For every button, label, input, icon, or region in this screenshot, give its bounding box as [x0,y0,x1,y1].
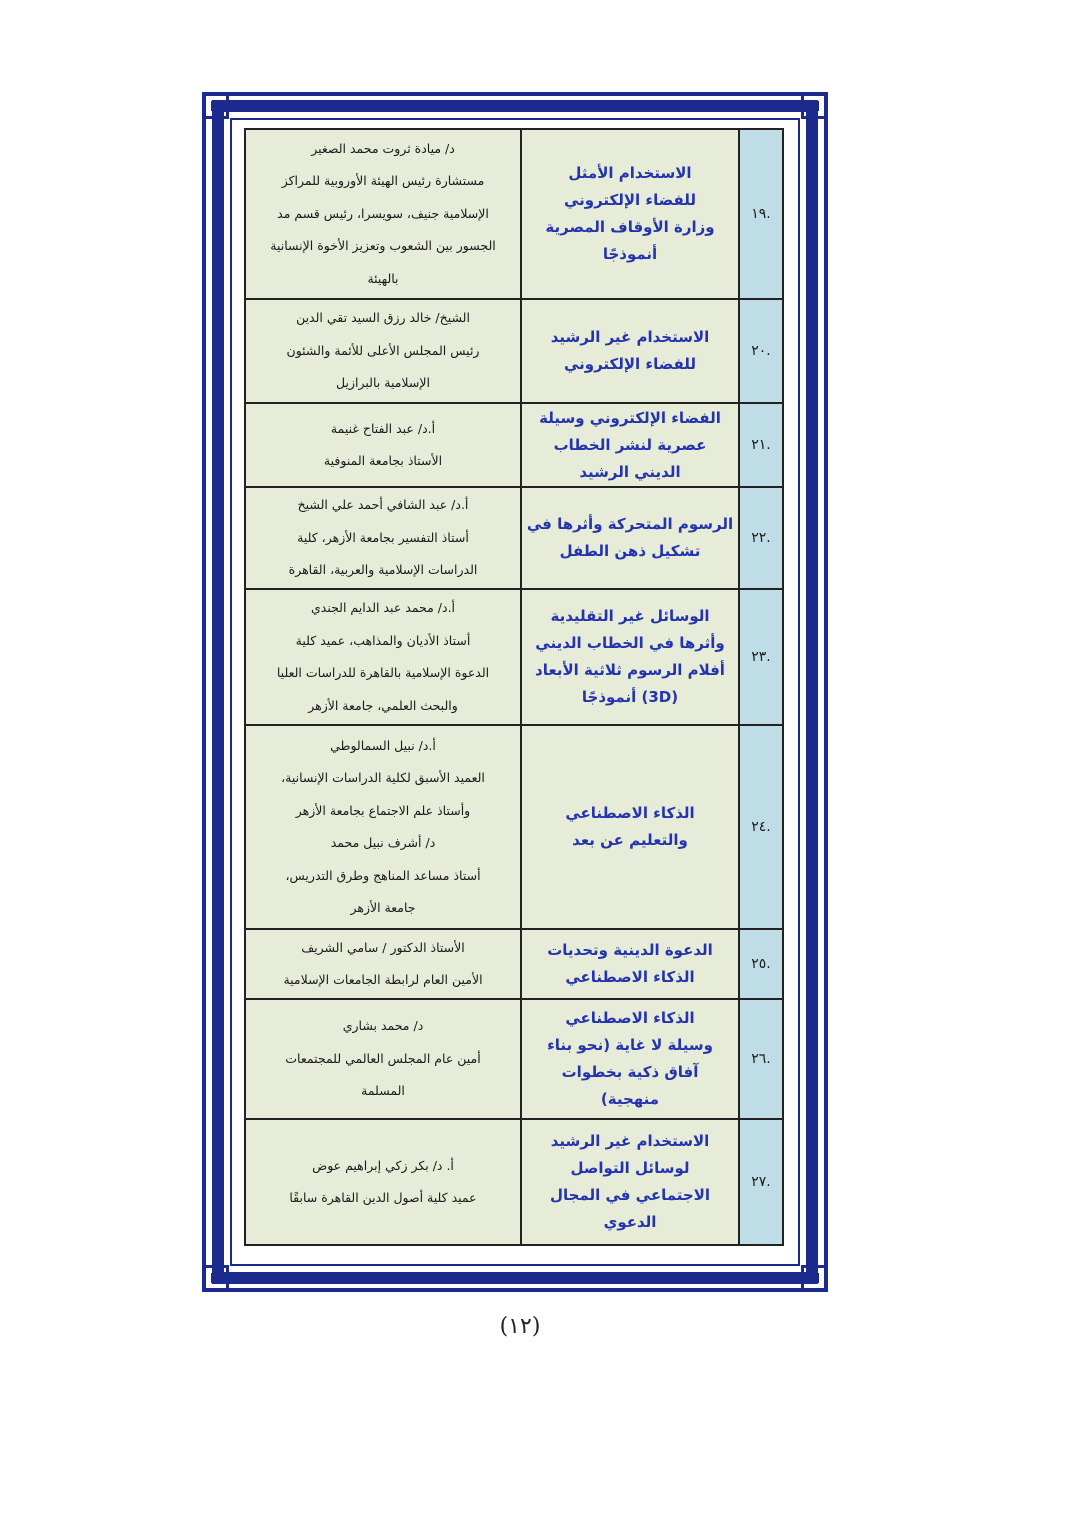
session-title-line: الرسوم المتحركة وأثرها في [526,515,734,533]
speaker-info-line: الجسور بين الشعوب وتعزيز الأخوة الإنسانية [270,238,496,254]
speaker-info-line: أستاذ الأديان والمذاهب، عميد كلية [295,632,471,648]
speaker-info-line: الأستاذ بجامعة المنوفية [323,453,443,468]
speaker-info-line: د/ أشرف نبيل محمد [330,835,436,850]
sessions-table [244,128,784,1246]
speaker-info-line: الإسلامية بالبرازيل [336,375,430,391]
corner-ornament-bottom-left [203,1265,229,1291]
speaker-info-line: الدعوة الإسلامية بالقاهرة للدراسات العليا [276,665,490,680]
speaker-info [245,1119,521,1245]
session-title-line: منهجية) [600,1090,660,1108]
session-title-line: (3D) أنموذجًا [581,688,679,706]
table-row [245,487,783,589]
table-row [245,1119,783,1245]
session-title-line: الدعوة الدينية وتحديات [547,941,713,959]
session-title-line: لوسائل التواصل [570,1159,690,1177]
corner-ornament-top-left [203,93,229,119]
session-title [521,999,739,1119]
session-title-line: الفضاء الإلكتروني وسيلة [539,408,721,427]
session-title-line: أنموذجًا [602,245,658,263]
session-title-line: الوسائل غير التقليدية [550,607,710,625]
speaker-info [245,725,521,929]
row-number: .٢٣ [739,589,783,725]
speaker-info-line: أ.د/ محمد عبد الدايم الجندي [310,600,456,615]
speaker-info-line: أستاذ مساعد المناهج وطرق التدريس، [285,867,481,883]
corner-ornament-bottom-right [801,1265,827,1291]
speaker-info-line: الإسلامية جنيف، سويسرا، رئيس قسم مد [277,205,489,221]
speaker-info-line: أ.د/ نبيل السمالوطي [330,737,436,753]
session-title-line: والتعليم عن بعد [572,831,688,849]
session-title-line: الدعوي [603,1213,657,1231]
row-number: .١٩ [739,129,783,299]
table-row [245,929,783,999]
session-title-line: الذكاء الاصطناعي [565,1009,695,1027]
session-title [521,1119,739,1245]
page-number: (١٢) [499,1314,541,1339]
speaker-info-line: العميد الأسبق لكلية الدراسات الإنسانية، [281,770,485,785]
speaker-info [245,299,521,403]
session-title-line: الاستخدام غير الرشيد [550,328,710,346]
speaker-info-line: أ.د/ عبد الشافي أحمد علي الشيخ [297,497,469,513]
speaker-info-line: جامعة الأزهر [350,900,416,915]
speaker-info-line: أ. د/ بكر زكي إبراهيم عوض [312,1157,454,1173]
speaker-info [245,929,521,999]
row-number: .٢٤ [739,725,783,929]
session-title-line: عصرية لنشر الخطاب [553,435,707,454]
session-title-line: للفضاء الإلكتروني [563,191,697,209]
speaker-info-line: أستاذ التفسير بجامعة الأزهر، كلية [297,529,469,545]
session-title-line: الذكاء الاصطناعي [565,804,695,822]
session-title-line: للفضاء الإلكتروني [563,355,697,373]
session-title-line: الذكاء الاصطناعي [565,968,695,986]
row-number: .٢٢ [739,487,783,589]
session-title-line: الاستخدام الأمثل [568,164,692,182]
speaker-info-line: والبحث العلمي، جامعة الأزهر [308,697,458,713]
session-title [521,403,739,487]
corner-ornament-top-right [801,93,827,119]
session-title [521,487,739,589]
session-title-line: وزارة الأوقاف المصرية [545,218,715,236]
session-title-line: تشكيل ذهن الطفل [559,542,701,560]
session-title [521,929,739,999]
speaker-info [245,999,521,1119]
table-row [245,129,783,299]
row-number: .٢١ [739,403,783,487]
speaker-info-line: د/ ميادة ثروت محمد الصغير [311,140,455,156]
speaker-info-line: الدراسات الإسلامية والعربية، القاهرة [288,562,478,578]
speaker-info-line: وأستاذ علم الاجتماع بجامعة الأزهر [295,802,471,818]
session-title-line: الديني الرشيد [579,462,681,481]
speaker-info-line: عميد كلية أصول الدين القاهرة سابقًا [289,1190,477,1205]
session-title [521,299,739,403]
session-title-line: الاستخدام غير الرشيد [550,1132,710,1150]
row-number: .٢٧ [739,1119,783,1245]
table-row [245,403,783,487]
row-number: .٢٥ [739,929,783,999]
speaker-info-line: مستشارة رئيس الهيئة الأوروبية للمراكز [281,173,485,189]
table-row [245,299,783,403]
speaker-info [245,403,521,487]
speaker-info-line: د/ محمد بشاري [342,1018,424,1034]
speaker-info-line: المسلمة [361,1083,405,1099]
table-row [245,589,783,725]
speaker-info-line: أ.د/ عبد الفتاح غنيمة [330,420,436,436]
row-number: .٢٦ [739,999,783,1119]
speaker-info-line: الشيخ/ خالد رزق السيد تقي الدين [296,310,470,326]
session-title [521,129,739,299]
speaker-info-line: أمين عام المجلس العالمي للمجتمعات [285,1050,481,1066]
session-title [521,725,739,929]
speaker-info [245,129,521,299]
row-number: .٢٠ [739,299,783,403]
session-title-line: الاجتماعي في المجال [549,1186,711,1204]
session-title-line: أفلام الرسوم ثلاثية الأبعاد [535,661,725,679]
session-title-line: وسيلة لا غاية (نحو بناء [547,1036,713,1054]
speaker-info-line: الأمين العام لرابطة الجامعات الإسلامية [283,972,483,987]
session-title-line: آفاق ذكية بخطوات [561,1063,699,1081]
session-title [521,589,739,725]
speaker-info [245,589,521,725]
speaker-info-line: بالهيئة [367,270,399,286]
session-title-line: وأثرها في الخطاب الديني [535,634,725,652]
speaker-info [245,487,521,589]
speaker-info-line: الأستاذ الدكتور / سامي الشريف [301,939,465,955]
table-row [245,725,783,929]
table-row [245,999,783,1119]
speaker-info-line: رئيس المجلس الأعلى للأئمة والشئون [286,342,480,358]
